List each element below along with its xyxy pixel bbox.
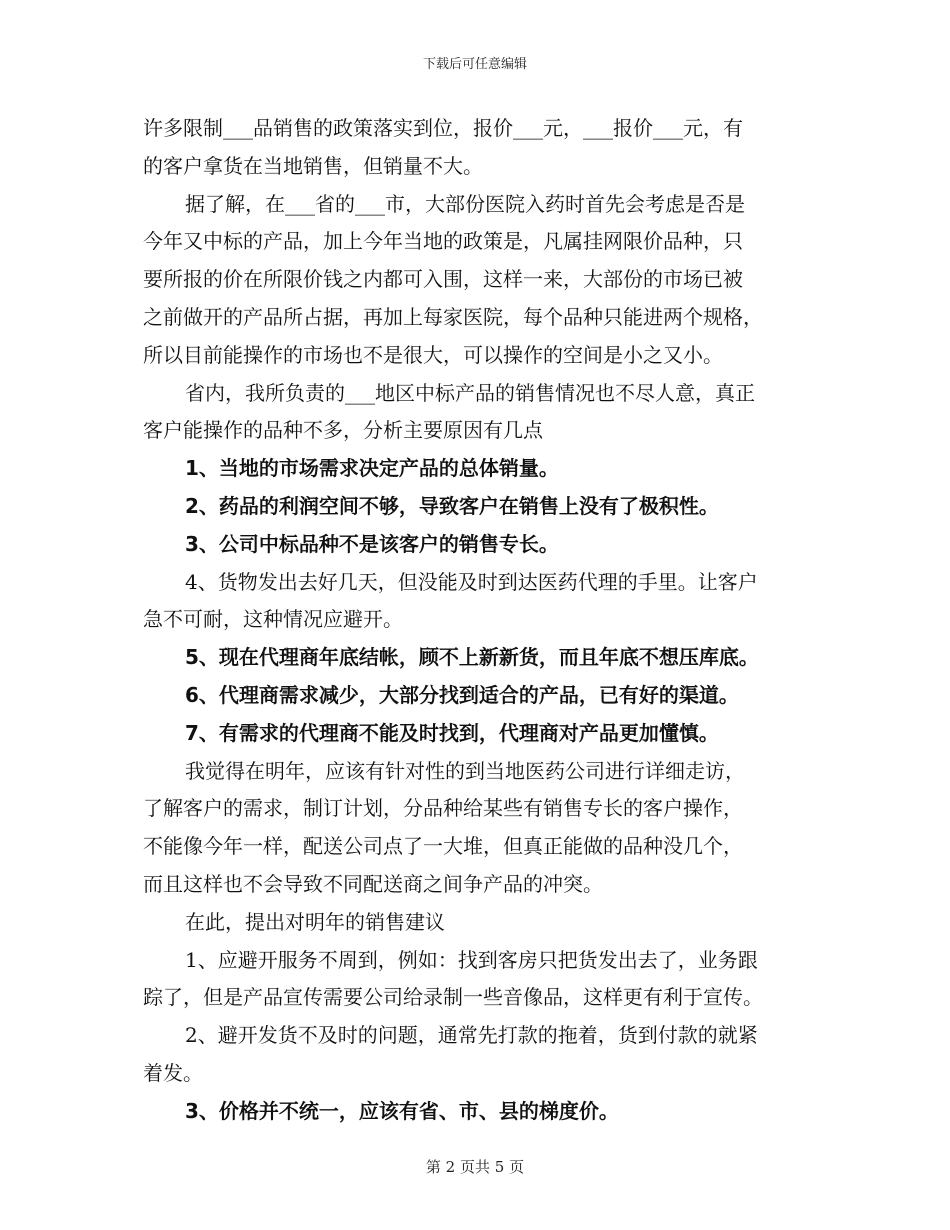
bold-paragraph-line: 6、代理商需求减少，大部分找到适合的产品，已有好的渠道。 [185,682,739,707]
paragraph-line: 我觉得在明年，应该有针对性的到当地医药公司进行详细走访， [185,758,745,783]
paragraph-line: 的客户拿货在当地销售，但销量不大。 [143,153,483,178]
paragraph-line: 所以目前能操作的市场也不是很大，可以操作的空间是小之又小。 [143,342,723,367]
paragraph-line: 而且这样也不会导致不同配送商之间争产品的冲突。 [143,871,603,896]
paragraph-line: 客户能操作的品种不多，分析主要原因有几点 [143,418,543,443]
paragraph-line: 许多限制___品销售的政策落实到位，报价___元，___报价___元，有 [143,116,743,140]
paragraph-line: 今年又中标的产品，加上今年当地的政策是，凡属挂网限价品种，只 [143,229,743,254]
paragraph-line: 1、应避开服务不周到，例如：找到客房只把货发出去了，业务跟 [185,947,758,972]
paragraph-line: 要所报的价在所限价钱之内都可入围，这样一来，大部份的市场已被 [143,267,743,292]
paragraph-line: 之前做开的产品所占据，再加上每家医院，每个品种只能进两个规格， [143,304,763,329]
paragraph-line: 踪了，但是产品宣传需要公司给录制一些音像品，这样更有利于宣传。 [143,985,763,1010]
paragraph-line: 据了解，在___省的___市，大部份医院入药时首先会考虑是否是 [185,191,745,216]
bold-paragraph-line: 7、有需求的代理商不能及时找到，代理商对产品更加懂慎。 [185,720,719,745]
paragraph-line: 2、避开发货不及时的问题，通常先打款的拖着，货到付款的就紧 [185,1023,758,1048]
paragraph-line: 着发。 [143,1060,203,1085]
paragraph-line: 省内，我所负责的___地区中标产品的销售情况也不尽人意，真正 [185,380,755,405]
paragraph-line: 不能像今年一样，配送公司点了一大堆，但真正能做的品种没几个， [143,834,743,859]
bold-paragraph-line: 3、公司中标品种不是该客户的销售专长。 [185,531,559,556]
bold-paragraph-line: 5、现在代理商年底结帐，顾不上新新货，而且年底不想压库底。 [185,645,759,670]
bold-paragraph-line: 3、价格并不统一，应该有省、市、县的梯度价。 [185,1098,619,1123]
bold-paragraph-line: 1、当地的市场需求决定产品的总体销量。 [185,456,559,481]
page-footer: 第 2 页共 5 页 [425,1158,525,1176]
page-header: 下载后可任意编辑 [422,57,527,72]
paragraph-line: 急不可耐，这种情况应避开。 [143,607,403,632]
paragraph-line: 在此，提出对明年的销售建议 [185,909,445,934]
paragraph-line: 了解客户的需求，制订计划，分品种给某些有销售专长的客户操作， [143,796,743,821]
document-body [143,110,808,1131]
paragraph-line: 4、货物发出去好几天，但没能及时到达医药代理的手里。让客户 [185,569,758,594]
bold-paragraph-line: 2、药品的利润空间不够，导致客户在销售上没有了极积性。 [185,493,719,518]
